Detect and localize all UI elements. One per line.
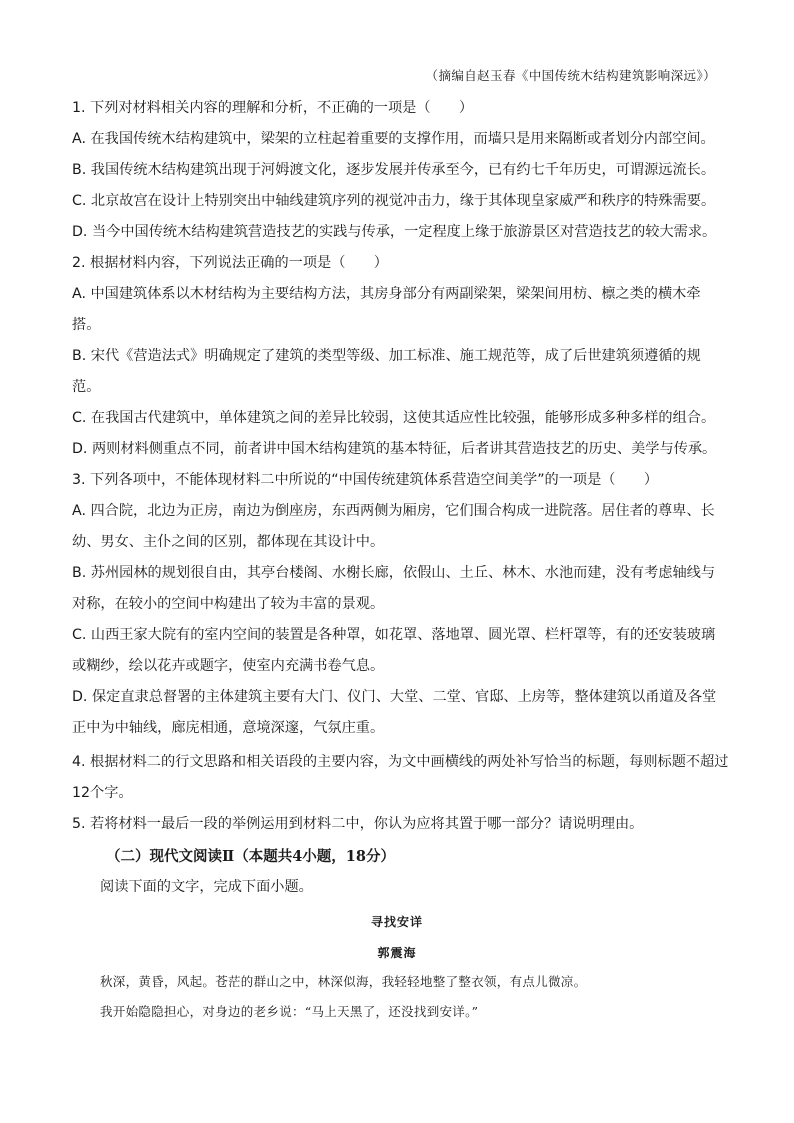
question-1-option-c: C. 北京故宫在设计上特别突出中轴线建筑序列的视觉冲击力，缘于其体现皇家威严和秩序的特殊需要。 bbox=[72, 193, 716, 209]
question-3-option-c-line1: C. 山西王家大院有的室内空间的装置是各种罩，如花罩、落地罩、圆光罩、栏杆罩等，有的还安装玻璃 bbox=[72, 627, 716, 643]
question-3-option-a-line2: 幼、男女、主仆之间的区别，都体现在其设计中。 bbox=[72, 534, 385, 550]
question-1-option-b: B. 我国传统木结构建筑出现于河姆渡文化，逐步发展并传承至今，已有约七千年历史，可谓源远流长。 bbox=[72, 162, 716, 178]
question-3-option-d-line1: D. 保定直隶总督署的主体建筑主要有大门、仪门、大堂、二堂、官邸、上房等，整体建筑以甬道及各堂 bbox=[72, 689, 717, 705]
question-2-option-a-line2: 搭。 bbox=[72, 317, 101, 333]
question-2-option-b-line2: 范。 bbox=[72, 379, 101, 395]
question-3-option-a-line1: A. 四合院，北边为正房，南边为倒座房，东西两侧为厢房，它们围合构成一进院落。居住者的尊卑、长 bbox=[72, 503, 715, 519]
question-3-option-b-line2: 对称，在较小的空间中构建出了较为丰富的景观。 bbox=[72, 596, 385, 612]
question-2-option-a-line1: A. 中国建筑体系以木材结构为主要结构方法，其房身部分有两副梁架，梁架间用枋、檩之类的横木牵 bbox=[72, 286, 701, 302]
question-3-stem: 3. 下列各项中，不能体现材料二中所说的“中国传统建筑体系营造空间美学”的一项是（ ） bbox=[72, 472, 659, 488]
question-3-option-b-line1: B. 苏州园林的规划很自由，其亭台楼阁、水榭长廊，依假山、土丘、林木、水池而建，没有考虑轴线与 bbox=[72, 565, 716, 581]
story-paragraph-1: 秋深，黄昏，风起。苍茫的群山之中，林深似海，我轻轻地整了整衣领，有点儿微凉。 bbox=[100, 974, 587, 989]
question-3-option-d-line2: 正中为中轴线，廊庑相通，意境深邃，气氛庄重。 bbox=[72, 720, 385, 736]
story-title: 寻找安详 bbox=[370, 915, 423, 929]
source-citation: （摘编自赵玉春《中国传统木结构建筑影响深远》） bbox=[425, 68, 716, 83]
question-5: 5. 若将材料一最后一段的举例运用到材料二中，你认为应将其置于哪一部分？请说明理由。 bbox=[72, 816, 644, 832]
story-author: 郭震海 bbox=[377, 946, 417, 960]
question-2-option-c: C. 在我国古代建筑中，单体建筑之间的差异比较弱，这使其适应性比较强，能够形成多种多样的组合。 bbox=[72, 410, 716, 426]
question-2-option-d: D. 两则材料侧重点不同，前者讲中国木结构建筑的基本特征，后者讲其营造技艺的历史、美学与传承。 bbox=[72, 441, 717, 457]
question-1-option-a: A. 在我国传统木结构建筑中，梁架的立柱起着重要的支撑作用，而墙只是用来隔断或者划分内部空间。 bbox=[72, 131, 715, 147]
question-3-option-c-line2: 或糊纱，绘以花卉或题字，使室内充满书卷气息。 bbox=[72, 658, 385, 674]
question-2-stem: 2. 根据材料内容，下列说法正确的一项是（ ） bbox=[72, 255, 388, 271]
story-paragraph-2: 我开始隐隐担心，对身边的老乡说：“马上天黑了，还没找到安详。” bbox=[100, 1004, 479, 1019]
question-1-option-d: D. 当今中国传统木结构建筑营造技艺的实践与传承，一定程度上缘于旅游景区对营造技艺的较大需求。 bbox=[72, 224, 717, 240]
question-4-line1: 4. 根据材料二的行文思路和相关语段的主要内容，为文中画横线的两处补写恰当的标题，每则标题不超过 bbox=[72, 754, 729, 770]
question-4-line2: 12个字。 bbox=[72, 785, 133, 801]
section-instruction: 阅读下面的文字，完成下面小题。 bbox=[100, 879, 313, 895]
question-1-stem: 1. 下列对材料相关内容的理解和分析，不正确的一项是（ ） bbox=[72, 100, 474, 116]
question-2-option-b-line1: B. 宋代《营造法式》明确规定了建筑的类型等级、加工标准、施工规范等，成了后世建筑须遵循的规 bbox=[72, 348, 701, 364]
section-heading: （二）现代文阅读Ⅱ（本题共4小题，18分） bbox=[106, 848, 395, 865]
